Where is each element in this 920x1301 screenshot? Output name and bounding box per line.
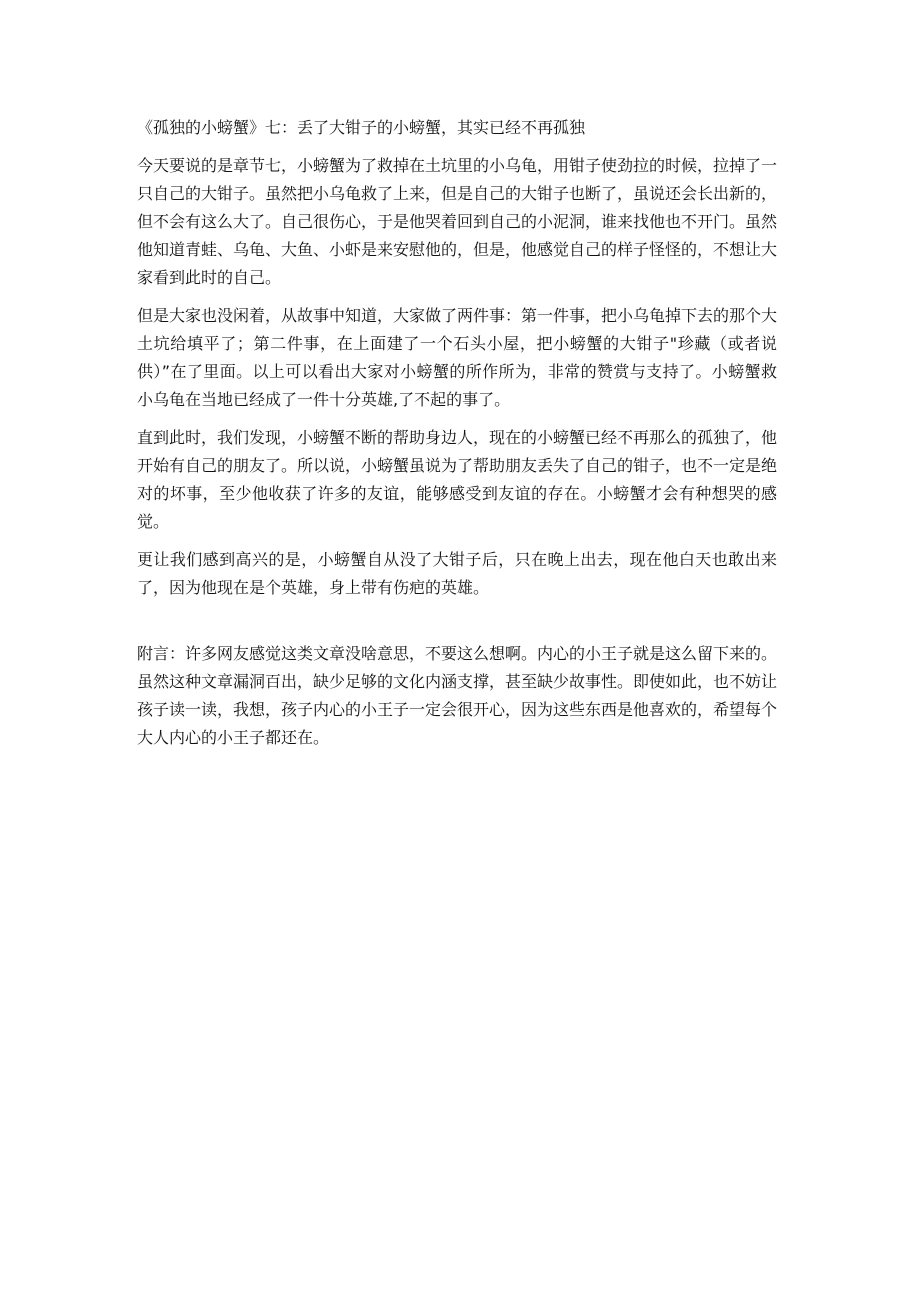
footnote: 附言：许多网友感觉这类文章没啥意思，不要这么想啊。内心的小王子就是这么留下来的。虽然这种文章漏洞百出，缺少足够的文化内涵支撑，甚至缺少故事性。即使如此，也不妨让孩子读一读，我想，孩子内心的小王子一定会很开心，因为这些东西是他喜欢的，希望每个大人内心的小王子都还在。 xyxy=(137,644,778,747)
paragraph-4: 更让我们感到高兴的是，小螃蟹自从没了大钳子后，只在晚上出去，现在他白天也敢出来了，因为他现在是个英雄，身上带有伤疤的英雄。 xyxy=(137,550,777,597)
paragraph-3: 直到此时，我们发现，小螃蟹不断的帮助身边人，现在的小螃蟹已经不再那么的孤独了，他开始有自己的朋友了。所以说，小螃蟹虽说为了帮助朋友丢失了自己的钳子，也不一定是绝对的坏事，至少他收获了许多的友谊，能够感受到友谊的存在。小螃蟹才会有种想哭的感觉。 xyxy=(137,428,778,531)
document-page xyxy=(137,114,777,752)
document-title: 《孤独的小螃蟹》七：丢了大钳子的小螃蟹，其实已经不再孤独 xyxy=(137,118,586,137)
paragraph-2: 但是大家也没闲着，从故事中知道，大家做了两件事：第一件事，把小乌龟掉下去的那个大土坑给填平了；第二件事，在上面建了一个石头小屋，把小螃蟹的大钳子"珍藏（或者说供）”在了里面。以上可以看出大家对小螃蟹的所作所为，非常的赞赏与支持了。小螃蟹救小乌龟在当地已经成了一件十分英雄,了不起的事了。 xyxy=(137,306,778,409)
blank-line xyxy=(137,612,777,640)
paragraph-1: 今天要说的是章节七，小螃蟹为了救掉在土坑里的小乌龟，用钳子使劲拉的时候，拉掉了一只自己的大钳子。虽然把小乌龟救了上来，但是自己的大钳子也断了，虽说还会长出新的，但不会有这么大了。自己很伤心，于是他哭着回到自己的小泥洞，谁来找他也不开门。虽然他知道青蛙、乌龟、大鱼、小虾是来安慰他的，但是，他感觉自己的样子怪怪的，不想让大家看到此时的自己。 xyxy=(137,156,778,287)
